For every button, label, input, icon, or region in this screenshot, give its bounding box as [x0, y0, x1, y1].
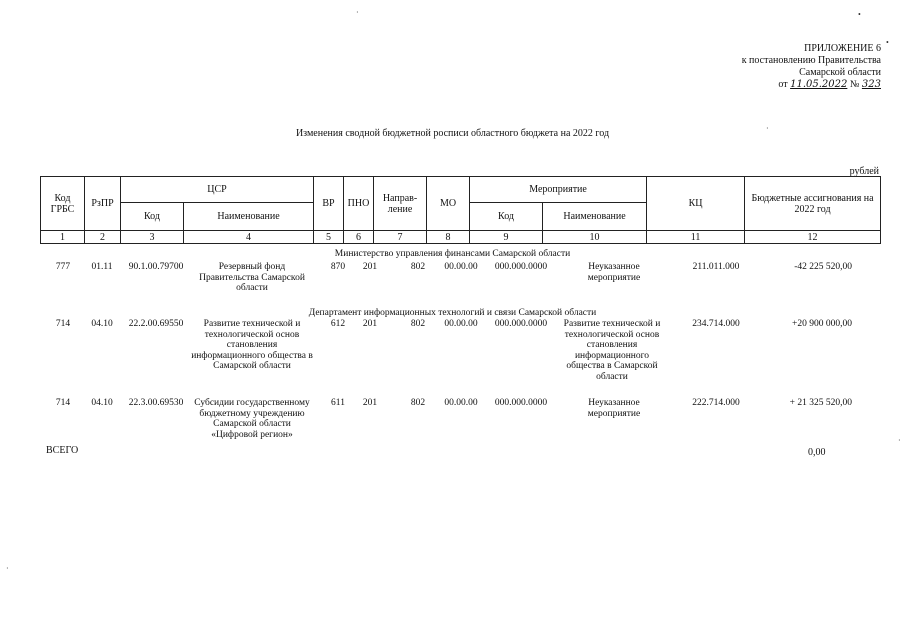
attachment-date-line — [742, 79, 881, 91]
cell-vr: 611 — [331, 398, 345, 408]
cell-mer-name: Неуказанное мероприятие — [587, 262, 641, 283]
cell-rzpr: 01.11 — [91, 262, 113, 272]
scan-speck: · — [6, 564, 9, 573]
cell-csr-kod: 90.1.00.79700 — [128, 262, 184, 272]
cell-mer-kod: 000.000.0000 — [494, 319, 548, 329]
cell-vr: 870 — [330, 262, 346, 272]
header-csr-kod: Код — [121, 203, 184, 231]
cell-pno: 201 — [362, 319, 378, 329]
cell-napr: 802 — [410, 319, 426, 329]
cell-kc: 211.011.000 — [692, 262, 740, 272]
column-number: 12 — [745, 231, 881, 244]
column-number: 7 — [374, 231, 427, 244]
cell-mer-kod: 000.000.0000 — [494, 262, 548, 272]
column-number: 11 — [647, 231, 745, 244]
column-number: 2 — [85, 231, 121, 244]
attachment-block — [742, 43, 881, 91]
total-label: ВСЕГО — [46, 445, 79, 456]
cell-csr-kod: 22.3.00.69530 — [128, 398, 184, 408]
column-number: 9 — [470, 231, 543, 244]
cell-mer-name: Развитие технической и технологической основ становления информационного общества в Самарской области — [563, 319, 661, 382]
handwritten-date: 11.05.2022 — [790, 79, 848, 90]
cell-mo: 00.00.00 — [444, 262, 478, 272]
cell-rzpr: 04.10 — [91, 319, 113, 329]
column-number: 4 — [184, 231, 314, 244]
attachment-line1: ПРИЛОЖЕНИЕ 6 — [804, 43, 881, 54]
table-row — [40, 398, 880, 442]
scan-speck: • — [858, 10, 861, 19]
table-row — [40, 319, 880, 394]
scan-speck: · — [356, 8, 359, 17]
cell-csr-kod: 22.2.00.69550 — [128, 319, 184, 329]
date-prefix: от — [778, 79, 788, 90]
cell-amount: + 21 325 520,00 — [789, 398, 852, 408]
cell-csr-name: Резервный фонд Правительства Самарской области — [199, 262, 305, 293]
cell-mer-kod: 000.000.0000 — [494, 398, 548, 408]
cell-rzpr: 04.10 — [91, 398, 113, 408]
header-vr: ВР — [314, 177, 344, 231]
document-title: Изменения сводной бюджетной росписи областного бюджета на 2022 год — [295, 128, 610, 139]
cell-napr: 802 — [410, 398, 426, 408]
cell-amount: -42 225 520,00 — [794, 262, 852, 272]
cell-grbs: 714 — [55, 319, 71, 329]
number-sign: № — [849, 79, 860, 90]
cell-mo: 00.00.00 — [444, 319, 478, 329]
column-number: 8 — [427, 231, 470, 244]
cell-csr-name: Субсидии государственному бюджетному учреждению Самарской области «Цифровой регион» — [194, 398, 310, 440]
cell-mo: 00.00.00 — [444, 398, 478, 408]
header-pno: ПНО — [344, 177, 374, 231]
header-kc: КЦ — [647, 177, 745, 231]
scan-speck: · — [898, 436, 901, 445]
header-budget: Бюджетные ассигнования на 2022 год — [745, 177, 881, 231]
header-napravlenie: Направ-ление — [374, 177, 427, 231]
cell-pno: 201 — [362, 262, 378, 272]
column-number: 6 — [344, 231, 374, 244]
cell-grbs: 777 — [55, 262, 71, 272]
column-number: 3 — [121, 231, 184, 244]
cell-pno: 201 — [362, 398, 378, 408]
cell-napr: 802 — [410, 262, 426, 272]
department-heading: Департамент информационных технологий и связи Самарской области — [308, 308, 597, 318]
handwritten-number: 323 — [861, 79, 881, 90]
column-number: 10 — [543, 231, 647, 244]
header-table — [40, 176, 881, 244]
header-meropriyatie: Мероприятие — [470, 177, 647, 203]
column-number: 1 — [41, 231, 85, 244]
attachment-line2: к постановлению Правительства — [741, 55, 881, 66]
attachment-line3: Самарской области — [799, 67, 881, 78]
header-kod-grbs: Код ГРБС — [41, 177, 85, 231]
cell-kc: 234.714.000 — [692, 319, 740, 329]
department-heading: Министерство управления финансами Самарской области — [334, 249, 571, 259]
header-csr-name: Наименование — [184, 203, 314, 231]
cell-amount: +20 900 000,00 — [792, 319, 852, 329]
units-label: рублей — [849, 166, 879, 177]
header-mer-name: Наименование — [543, 203, 647, 231]
scan-speck: · — [766, 124, 769, 133]
cell-mer-name: Неуказанное мероприятие — [587, 398, 641, 419]
column-number: 5 — [314, 231, 344, 244]
total-value: 0,00 — [808, 447, 826, 458]
cell-vr: 612 — [330, 319, 346, 329]
header-csr: ЦСР — [121, 177, 314, 203]
cell-grbs: 714 — [55, 398, 71, 408]
header-rzpr: РзПР — [85, 177, 121, 231]
cell-csr-name: Развитие технической и технологической основ становления информационного общества в Самарской области — [191, 319, 313, 371]
header-mer-kod: Код — [470, 203, 543, 231]
header-mo: МО — [427, 177, 470, 231]
scan-speck: • — [886, 38, 889, 47]
cell-kc: 222.714.000 — [692, 398, 740, 408]
